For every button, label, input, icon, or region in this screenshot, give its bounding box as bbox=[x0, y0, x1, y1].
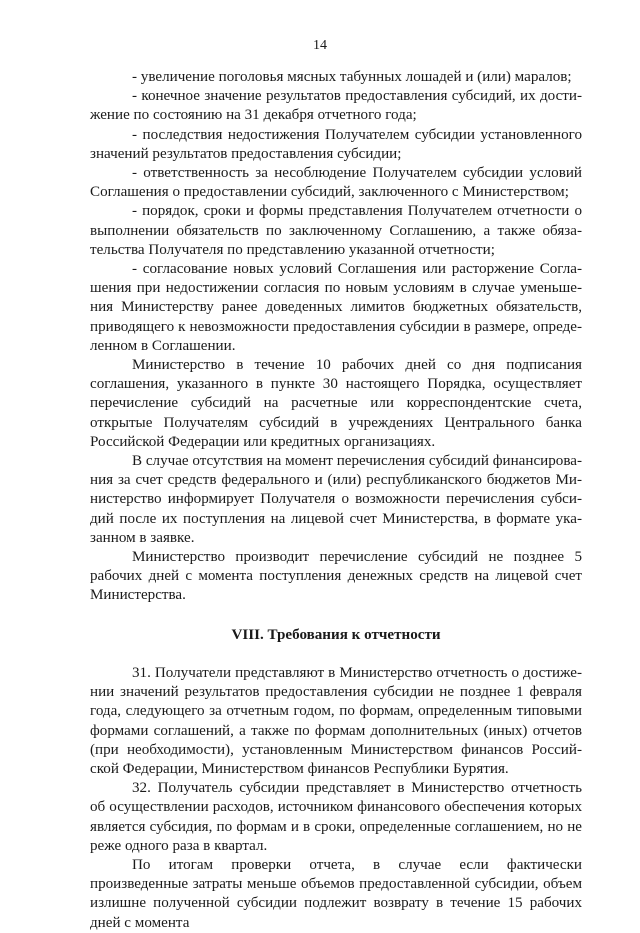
paragraph: - последствия недостижения Получателем субсидии установленного значений результатов предоставления субсидии; bbox=[90, 126, 582, 162]
paragraph: - согласование новых условий Соглашения или расторжение Соглашения при недостижении согласия по новым условиям в случае уменьшения Министерству ранее доведенных лимитов бюджетных обязательств, приводящего к невозможности предоставления субсидии в размере, определенном в Соглашении. bbox=[90, 261, 582, 354]
paragraph: - увеличение поголовья мясных табунных лошадей и (или) маралов; bbox=[132, 69, 572, 85]
document-body bbox=[90, 68, 582, 933]
paragraph: 32. Получатель субсидии представляет в Министерство отчетность об осуществлении расходов, источником финансового обеспечения которых является субсидия, по формам и в сроки, определенные соглашением, но не реже одного раза в квартал. bbox=[90, 780, 582, 854]
paragraph: - конечное значение результатов предоставления субсидий, их достижение по состоянию на 31 декабря отчетного года; bbox=[90, 88, 582, 124]
paragraph: - порядок, сроки и формы представления Получателем отчетности о выполнении обязательств по заключенному Соглашению, а также обязательства Получателя по представлению указанной отчетности; bbox=[90, 203, 582, 258]
paragraph: В случае отсутствия на момент перечисления субсидий финансирования за счет средств федерального и (или) республиканского бюджетов Министерство информирует Получателя о возможности перечисления субсидий после их поступления на лицевой счет Министерства, в формате указанном в заявке. bbox=[90, 453, 582, 546]
section-heading: VIII. Требования к отчетности bbox=[231, 626, 441, 643]
paragraph: Министерство в течение 10 рабочих дней со дня подписания соглашения, указанного в пункте 30 настоящего Порядка, осуществляет перечисление субсидий на расчетные или корреспондентские счета, открытые Получателям субсидий в учреждениях Центрального банка Российской Федерации или кредитных организациях. bbox=[90, 357, 582, 450]
paragraph: 31. Получатели представляют в Министерство отчетность о достижении значений результатов предоставления субсидии не позднее 1 февраля года, следующего за отчетным годом, по формам, определенным типовыми формами соглашений, а также по формам дополнительных (иных) отчетов (при необходимости), установленным Министерством финансов Российской Федерации, Министерством финансов Республики Бурятия. bbox=[90, 664, 582, 777]
paragraph: По итогам проверки отчета, в случае если фактически произведенные затраты меньше объемов предоставленной субсидии, объем излишне полученной субсидии подлежит возврату в течение 15 рабочих дней с момента bbox=[90, 856, 582, 931]
paragraph: - ответственность за несоблюдение Получателем субсидии условий Соглашения о предоставлении субсидий, заключенного с Министерством; bbox=[90, 165, 582, 201]
page-number: 14 bbox=[313, 38, 327, 53]
paragraph: Министерство производит перечисление субсидий не позднее 5 рабочих дней с момента поступления денежных средств на лицевой счет Министерства. bbox=[90, 549, 582, 604]
